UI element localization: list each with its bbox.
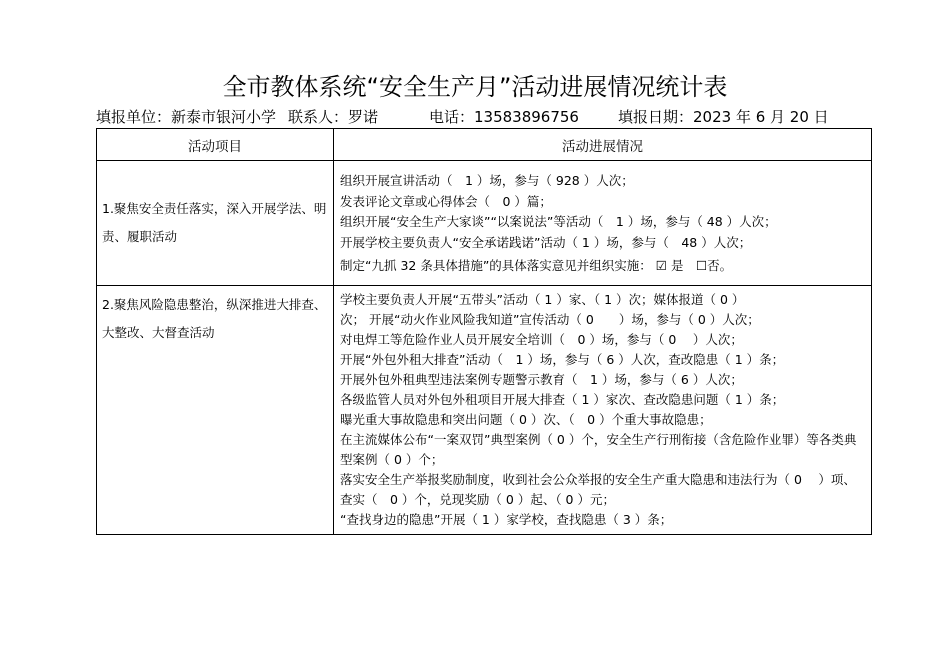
progress-line: 组织开展“安全生产大家谈”“以案说法”等活动（ 1 ）场，参与（ 48 ）人次；	[340, 214, 777, 229]
progress-line: 落实安全生产举报奖励制度，收到社会公众举报的安全生产重大隐患和违法行为（ 0 ）项、	[340, 471, 856, 487]
progress-line: 开展“外包外租大排查”活动（ 1 ）场，参与（ 6 ）人次，查改隐患（ 1 ）条；	[340, 351, 785, 367]
progress-line: 次； 开展“动火作业风险我知道”宣传活动（ 0 ）场，参与（ 0 ）人次；	[340, 311, 760, 327]
progress-line: 制定“九抓 32 条具体措施”的具体落实意见并组织实施： ☑ 是 ☐否。	[340, 258, 733, 273]
activity-progress	[334, 161, 872, 286]
progress-line: 各级监管人员对外包外租项目开展大排查（ 1 ）家次、查改隐患问题（ 1 ）条；	[340, 391, 785, 407]
report-unit: 填报单位：新泰市银河小学	[96, 108, 277, 126]
report-info	[96, 107, 876, 127]
activity-item: 1.聚焦安全责任落实，深入开展学法、明责、履职活动	[97, 161, 334, 286]
progress-line: 开展学校主要负责人“安全承诺践诺”活动（ 1 ）场，参与（ 48 ）人次；	[340, 234, 752, 250]
progress-line: 在主流媒体公布“一案双罚”典型案例（ 0 ）个，安全生产行刑衔接（含危险作业罪）等各类典型案例（ 0 ）个；	[340, 431, 857, 467]
activity-progress	[334, 285, 872, 534]
table-row	[97, 285, 872, 534]
header-activity-item: 活动项目	[97, 129, 334, 161]
report-contact: 联系人：罗诺	[288, 108, 379, 126]
table-row	[97, 161, 872, 286]
progress-line: 组织开展宣讲活动（ 1 ）场，参与（ 928 ）人次；	[340, 173, 634, 188]
progress-line: “查找身边的隐患”开展（ 1 ）家学校，查找隐患（ 3 ）条；	[340, 511, 673, 527]
progress-line: 开展外包外租典型违法案例专题警示教育（ 1 ）场，参与（ 6 ）人次；	[340, 371, 743, 387]
progress-line: 曝光重大事故隐患和突出问题（ 0 ）次、（ 0 ）个重大事故隐患；	[340, 411, 712, 427]
progress-line: 对电焊工等危险作业人员开展安全培训（ 0 ）场，参与（ 0 ）人次；	[340, 331, 743, 347]
progress-line: 发表评论文章或心得体会（ 0 ）篇；	[340, 193, 552, 209]
document-title: 全市教体系统“安全生产月”活动进展情况统计表	[222, 73, 728, 101]
table-header-row	[97, 129, 872, 161]
header-activity-progress: 活动进展情况	[334, 129, 872, 161]
report-date: 填报日期：2023 年 6 月 20 日	[618, 108, 829, 126]
progress-line: 查实（ 0 ）个，兑现奖励（ 0 ）起、（ 0 ）元；	[340, 491, 615, 507]
activity-item: 2.聚焦风险隐患整治，纵深推进大排查、大整改、大督查活动	[97, 285, 334, 534]
report-phone: 电话：13583896756	[429, 108, 579, 126]
statistics-table	[96, 128, 872, 535]
progress-line: 学校主要负责人开展“五带头”活动（ 1 ）家、（ 1 ）次；媒体报道（ 0 ）	[340, 291, 745, 307]
